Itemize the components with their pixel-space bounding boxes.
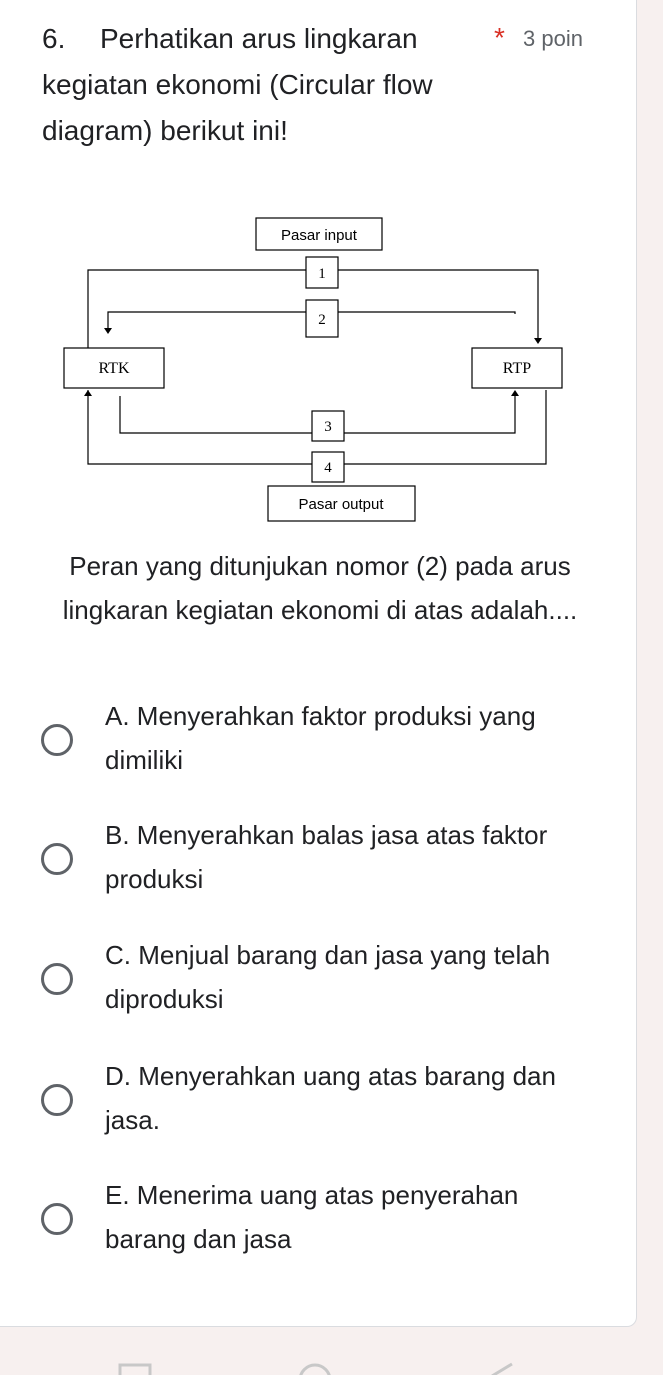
question-title	[42, 16, 482, 154]
arrow-icon	[84, 390, 92, 396]
question-title-text: Perhatikan arus lingkaran kegiatan ekonomi (Circular flow diagram) berikut ini!	[42, 23, 433, 146]
rtp-label: RTP	[502, 360, 532, 377]
recent-apps-icon[interactable]	[120, 1365, 150, 1375]
radio-a[interactable]	[41, 724, 73, 756]
question-header	[42, 16, 602, 154]
flow-label-4: 4	[324, 460, 332, 476]
option-b-label[interactable]: B. Menyerahkan balas jasa atas faktor produksi	[105, 820, 548, 894]
rtk-label: RTK	[98, 360, 130, 377]
radio-b[interactable]	[41, 843, 73, 875]
flow-label-2: 2	[318, 312, 326, 328]
flow-label-3: 3	[324, 419, 332, 435]
option-c-label[interactable]: C. Menjual barang dan jasa yang telah diproduksi	[105, 940, 551, 1014]
option-a-label[interactable]: A. Menyerahkan faktor produksi yang dimiliki	[105, 701, 536, 775]
pasar-input-label: Pasar input	[281, 227, 357, 244]
question-prompt: Peran yang ditunjukan nomor (2) pada arus lingkaran kegiatan ekonomi di atas adalah....	[62, 551, 578, 625]
arrow-icon	[104, 328, 112, 334]
points-label: 3 poin	[523, 26, 583, 51]
back-icon[interactable]	[492, 1364, 512, 1375]
navigation-bar	[0, 1350, 663, 1375]
radio-d[interactable]	[41, 1084, 73, 1116]
question-number: 6.	[42, 23, 66, 54]
pasar-output-label: Pasar output	[298, 496, 384, 513]
option-e-label[interactable]: E. Menerima uang atas penyerahan barang dan jasa	[105, 1180, 519, 1254]
radio-e[interactable]	[41, 1203, 73, 1235]
option-d-label[interactable]: D. Menyerahkan uang atas barang dan jasa.	[105, 1061, 556, 1135]
required-marker: *	[494, 22, 505, 53]
arrow-icon	[534, 338, 542, 344]
circular-flow-diagram	[60, 210, 580, 530]
home-icon[interactable]	[300, 1365, 330, 1375]
arrow-icon	[511, 390, 519, 396]
flow-label-1: 1	[318, 266, 326, 282]
radio-c[interactable]	[41, 963, 73, 995]
